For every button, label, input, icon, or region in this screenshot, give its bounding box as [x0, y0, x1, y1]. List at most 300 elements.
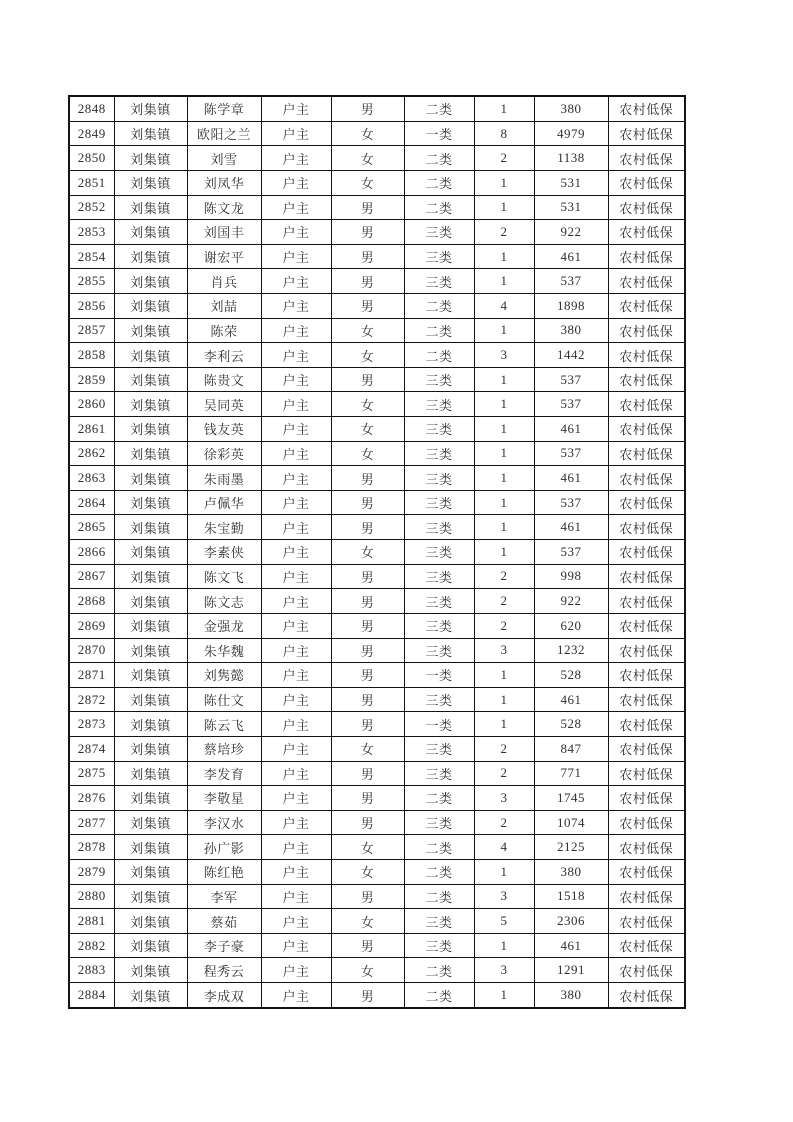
table-cell: 刘集镇 — [114, 490, 187, 515]
table-cell: 1138 — [534, 146, 608, 171]
table-cell: 二类 — [404, 786, 474, 811]
table-cell: 程秀云 — [187, 958, 261, 983]
table-row — [69, 835, 685, 860]
table-cell: 531 — [534, 170, 608, 195]
table-cell: 男 — [331, 293, 404, 318]
table-cell: 女 — [331, 146, 404, 171]
table-cell: 2 — [474, 146, 534, 171]
table-cell: 三类 — [404, 244, 474, 269]
table-cell: 刘集镇 — [114, 220, 187, 245]
table-cell: 2871 — [69, 663, 114, 688]
table-row — [69, 736, 685, 761]
table-cell: 三类 — [404, 613, 474, 638]
table-cell: 刘集镇 — [114, 195, 187, 220]
table-cell: 户主 — [261, 367, 331, 392]
table-cell: 农村低保 — [608, 515, 685, 540]
table-cell: 户主 — [261, 96, 331, 121]
table-cell: 农村低保 — [608, 933, 685, 958]
table-cell: 刘集镇 — [114, 269, 187, 294]
table-cell: 陈云飞 — [187, 712, 261, 737]
table-cell: 刘集镇 — [114, 564, 187, 589]
table-cell: 2854 — [69, 244, 114, 269]
table-cell: 1291 — [534, 958, 608, 983]
table-cell: 男 — [331, 96, 404, 121]
table-cell: 1 — [474, 663, 534, 688]
table-cell: 三类 — [404, 933, 474, 958]
table-cell: 461 — [534, 466, 608, 491]
table-cell: 男 — [331, 269, 404, 294]
table-cell: 农村低保 — [608, 884, 685, 909]
table-cell: 陈仕文 — [187, 687, 261, 712]
table-cell: 李军 — [187, 884, 261, 909]
table-row — [69, 490, 685, 515]
table-cell: 男 — [331, 638, 404, 663]
table-cell: 1 — [474, 490, 534, 515]
table-row — [69, 392, 685, 417]
table-cell: 钱友英 — [187, 417, 261, 442]
table-cell: 一类 — [404, 712, 474, 737]
table-cell: 二类 — [404, 170, 474, 195]
table-cell: 2850 — [69, 146, 114, 171]
table-cell: 刘集镇 — [114, 687, 187, 712]
table-cell: 农村低保 — [608, 712, 685, 737]
table-cell: 户主 — [261, 860, 331, 885]
table-cell: 2866 — [69, 540, 114, 565]
table-cell: 农村低保 — [608, 96, 685, 121]
table-cell: 谢宏平 — [187, 244, 261, 269]
table-cell: 2852 — [69, 195, 114, 220]
table-cell: 537 — [534, 441, 608, 466]
table-row — [69, 564, 685, 589]
table-cell: 二类 — [404, 146, 474, 171]
table-cell: 农村低保 — [608, 293, 685, 318]
table-cell: 5 — [474, 909, 534, 934]
table-cell: 女 — [331, 958, 404, 983]
table-cell: 1 — [474, 392, 534, 417]
table-cell: 刘喆 — [187, 293, 261, 318]
table-cell: 刘集镇 — [114, 293, 187, 318]
table-cell: 461 — [534, 687, 608, 712]
table-row — [69, 441, 685, 466]
table-cell: 男 — [331, 466, 404, 491]
table-cell: 女 — [331, 441, 404, 466]
table-cell: 二类 — [404, 293, 474, 318]
table-cell: 刘隽懿 — [187, 663, 261, 688]
table-cell: 刘集镇 — [114, 860, 187, 885]
table-cell: 2853 — [69, 220, 114, 245]
table-cell: 三类 — [404, 220, 474, 245]
table-cell: 3 — [474, 786, 534, 811]
table-cell: 2877 — [69, 810, 114, 835]
table-cell: 户主 — [261, 613, 331, 638]
table-cell: 1 — [474, 515, 534, 540]
table-cell: 女 — [331, 736, 404, 761]
table-cell: 卢佩华 — [187, 490, 261, 515]
table-cell: 2 — [474, 613, 534, 638]
table-cell: 2857 — [69, 318, 114, 343]
table-cell: 1898 — [534, 293, 608, 318]
table-cell: 户主 — [261, 540, 331, 565]
table-cell: 户主 — [261, 589, 331, 614]
table-row — [69, 860, 685, 885]
table-cell: 户主 — [261, 958, 331, 983]
table-cell: 陈文龙 — [187, 195, 261, 220]
table-cell: 1232 — [534, 638, 608, 663]
table-cell: 三类 — [404, 490, 474, 515]
table-cell: 户主 — [261, 515, 331, 540]
table-row — [69, 293, 685, 318]
table-cell: 2864 — [69, 490, 114, 515]
table-cell: 1 — [474, 860, 534, 885]
table-cell: 李敬星 — [187, 786, 261, 811]
table-cell: 女 — [331, 417, 404, 442]
table-cell: 620 — [534, 613, 608, 638]
table-cell: 1 — [474, 417, 534, 442]
table-cell: 2862 — [69, 441, 114, 466]
table-cell: 刘集镇 — [114, 244, 187, 269]
table-cell: 二类 — [404, 318, 474, 343]
table-cell: 537 — [534, 367, 608, 392]
table-cell: 2873 — [69, 712, 114, 737]
table-cell: 农村低保 — [608, 195, 685, 220]
table-cell: 朱雨墨 — [187, 466, 261, 491]
table-cell: 户主 — [261, 761, 331, 786]
table-cell: 2882 — [69, 933, 114, 958]
table-cell: 2 — [474, 589, 534, 614]
table-cell: 户主 — [261, 786, 331, 811]
table-cell: 380 — [534, 318, 608, 343]
table-cell: 2884 — [69, 983, 114, 1008]
table-cell: 2861 — [69, 417, 114, 442]
table-cell: 孙广影 — [187, 835, 261, 860]
table-cell: 陈贵文 — [187, 367, 261, 392]
table-cell: 李素侠 — [187, 540, 261, 565]
table-cell: 男 — [331, 786, 404, 811]
table-cell: 三类 — [404, 441, 474, 466]
table-row — [69, 343, 685, 368]
table-cell: 户主 — [261, 983, 331, 1008]
table-cell: 女 — [331, 909, 404, 934]
table-row — [69, 540, 685, 565]
table-cell: 女 — [331, 835, 404, 860]
table-cell: 户主 — [261, 170, 331, 195]
table-cell: 三类 — [404, 736, 474, 761]
table-row — [69, 515, 685, 540]
table-row — [69, 810, 685, 835]
table-cell: 男 — [331, 564, 404, 589]
table-cell: 771 — [534, 761, 608, 786]
table-cell: 3 — [474, 884, 534, 909]
table-cell: 2881 — [69, 909, 114, 934]
table-cell: 一类 — [404, 121, 474, 146]
table-cell: 户主 — [261, 466, 331, 491]
table-cell: 1 — [474, 170, 534, 195]
table-cell: 刘集镇 — [114, 884, 187, 909]
table-cell: 461 — [534, 417, 608, 442]
table-cell: 农村低保 — [608, 367, 685, 392]
table-cell: 女 — [331, 121, 404, 146]
table-cell: 三类 — [404, 269, 474, 294]
table-cell: 刘集镇 — [114, 441, 187, 466]
table-cell: 女 — [331, 392, 404, 417]
table-cell: 户主 — [261, 909, 331, 934]
table-cell: 男 — [331, 810, 404, 835]
table-cell: 农村低保 — [608, 613, 685, 638]
table-cell: 二类 — [404, 983, 474, 1008]
table-cell: 农村低保 — [608, 761, 685, 786]
table-cell: 2 — [474, 736, 534, 761]
table-cell: 刘集镇 — [114, 810, 187, 835]
table-cell: 847 — [534, 736, 608, 761]
table-cell: 2880 — [69, 884, 114, 909]
table-cell: 三类 — [404, 810, 474, 835]
table-cell: 男 — [331, 761, 404, 786]
table-cell: 刘集镇 — [114, 540, 187, 565]
table-cell: 农村低保 — [608, 663, 685, 688]
table-cell: 537 — [534, 392, 608, 417]
table-cell: 农村低保 — [608, 417, 685, 442]
table-row — [69, 613, 685, 638]
welfare-table — [68, 95, 686, 1009]
table-cell: 1 — [474, 195, 534, 220]
table-cell: 陈红艳 — [187, 860, 261, 885]
table-cell: 男 — [331, 220, 404, 245]
table-cell: 男 — [331, 589, 404, 614]
table-cell: 吴同英 — [187, 392, 261, 417]
table-cell: 农村低保 — [608, 220, 685, 245]
table-cell: 朱华魏 — [187, 638, 261, 663]
table-cell: 陈文志 — [187, 589, 261, 614]
table-cell: 4 — [474, 293, 534, 318]
table-row — [69, 958, 685, 983]
table-cell: 922 — [534, 589, 608, 614]
table-cell: 三类 — [404, 687, 474, 712]
table-cell: 2868 — [69, 589, 114, 614]
table-cell: 一类 — [404, 663, 474, 688]
table-cell: 农村低保 — [608, 343, 685, 368]
table-cell: 户主 — [261, 564, 331, 589]
table-cell: 8 — [474, 121, 534, 146]
table-cell: 380 — [534, 96, 608, 121]
table-cell: 李利云 — [187, 343, 261, 368]
table-cell: 三类 — [404, 367, 474, 392]
table-cell: 户主 — [261, 933, 331, 958]
table-cell: 二类 — [404, 835, 474, 860]
table-cell: 三类 — [404, 515, 474, 540]
table-row — [69, 761, 685, 786]
table-row — [69, 712, 685, 737]
table-cell: 男 — [331, 712, 404, 737]
table-cell: 二类 — [404, 860, 474, 885]
table-row — [69, 220, 685, 245]
table-row — [69, 318, 685, 343]
table-cell: 528 — [534, 663, 608, 688]
table-cell: 农村低保 — [608, 909, 685, 934]
table-cell: 男 — [331, 884, 404, 909]
table-cell: 农村低保 — [608, 392, 685, 417]
table-cell: 户主 — [261, 318, 331, 343]
table-cell: 农村低保 — [608, 687, 685, 712]
table-cell: 农村低保 — [608, 638, 685, 663]
table-cell: 2870 — [69, 638, 114, 663]
table-cell: 刘集镇 — [114, 146, 187, 171]
table-cell: 刘集镇 — [114, 343, 187, 368]
table-cell: 1745 — [534, 786, 608, 811]
table-cell: 2849 — [69, 121, 114, 146]
table-cell: 2879 — [69, 860, 114, 885]
table-cell: 刘集镇 — [114, 663, 187, 688]
table-cell: 1 — [474, 318, 534, 343]
table-cell: 3 — [474, 638, 534, 663]
table-cell: 1 — [474, 933, 534, 958]
table-cell: 刘国丰 — [187, 220, 261, 245]
table-row — [69, 663, 685, 688]
table-cell: 户主 — [261, 269, 331, 294]
table-cell: 二类 — [404, 343, 474, 368]
table-cell: 农村低保 — [608, 441, 685, 466]
table-cell: 刘集镇 — [114, 318, 187, 343]
table-cell: 1 — [474, 466, 534, 491]
table-cell: 刘集镇 — [114, 761, 187, 786]
table-cell: 农村低保 — [608, 736, 685, 761]
table-cell: 刘雪 — [187, 146, 261, 171]
table-cell: 刘集镇 — [114, 515, 187, 540]
table-cell: 三类 — [404, 540, 474, 565]
table-cell: 刘集镇 — [114, 96, 187, 121]
table-cell: 李发育 — [187, 761, 261, 786]
table-cell: 三类 — [404, 466, 474, 491]
table-row — [69, 786, 685, 811]
table-cell: 1518 — [534, 884, 608, 909]
table-cell: 陈荣 — [187, 318, 261, 343]
table-cell: 2 — [474, 220, 534, 245]
table-cell: 1442 — [534, 343, 608, 368]
table-cell: 女 — [331, 540, 404, 565]
table-row — [69, 146, 685, 171]
table-cell: 农村低保 — [608, 244, 685, 269]
table-cell: 户主 — [261, 293, 331, 318]
table-cell: 2872 — [69, 687, 114, 712]
table-cell: 1 — [474, 96, 534, 121]
table-cell: 2 — [474, 564, 534, 589]
table-cell: 刘集镇 — [114, 392, 187, 417]
table-cell: 380 — [534, 983, 608, 1008]
table-cell: 男 — [331, 490, 404, 515]
table-cell: 户主 — [261, 490, 331, 515]
table-cell: 户主 — [261, 663, 331, 688]
table-cell: 3 — [474, 958, 534, 983]
table-cell: 李汉水 — [187, 810, 261, 835]
table-cell: 农村低保 — [608, 146, 685, 171]
table-cell: 农村低保 — [608, 540, 685, 565]
table-cell: 1 — [474, 983, 534, 1008]
table-row — [69, 466, 685, 491]
table-cell: 徐彩英 — [187, 441, 261, 466]
table-cell: 刘集镇 — [114, 613, 187, 638]
table-cell: 农村低保 — [608, 490, 685, 515]
table-row — [69, 121, 685, 146]
table-cell: 528 — [534, 712, 608, 737]
table-row — [69, 244, 685, 269]
table-cell: 李成双 — [187, 983, 261, 1008]
table-cell: 陈学章 — [187, 96, 261, 121]
table-cell: 461 — [534, 515, 608, 540]
table-cell: 二类 — [404, 96, 474, 121]
table-cell: 2878 — [69, 835, 114, 860]
table-cell: 男 — [331, 933, 404, 958]
table-row — [69, 983, 685, 1008]
table-cell: 农村低保 — [608, 835, 685, 860]
table-cell: 1 — [474, 244, 534, 269]
table-row — [69, 687, 685, 712]
table-cell: 农村低保 — [608, 958, 685, 983]
table-cell: 二类 — [404, 195, 474, 220]
table-cell: 男 — [331, 244, 404, 269]
table-cell: 461 — [534, 244, 608, 269]
table-cell: 刘集镇 — [114, 466, 187, 491]
table-cell: 380 — [534, 860, 608, 885]
table-cell: 农村低保 — [608, 810, 685, 835]
table-cell: 农村低保 — [608, 564, 685, 589]
table-cell: 户主 — [261, 441, 331, 466]
table-cell: 1 — [474, 687, 534, 712]
table-cell: 1 — [474, 441, 534, 466]
table-cell: 1 — [474, 269, 534, 294]
table-cell: 4 — [474, 835, 534, 860]
table-cell: 刘集镇 — [114, 983, 187, 1008]
table-cell: 户主 — [261, 220, 331, 245]
table-cell: 三类 — [404, 417, 474, 442]
table-cell: 男 — [331, 515, 404, 540]
table-cell: 537 — [534, 540, 608, 565]
table-cell: 户主 — [261, 417, 331, 442]
table-cell: 2 — [474, 810, 534, 835]
table-cell: 三类 — [404, 909, 474, 934]
table-cell: 二类 — [404, 958, 474, 983]
table-cell: 欧阳之兰 — [187, 121, 261, 146]
table-cell: 1 — [474, 540, 534, 565]
table-cell: 女 — [331, 860, 404, 885]
table-cell: 农村低保 — [608, 466, 685, 491]
table-cell: 刘集镇 — [114, 638, 187, 663]
table-cell: 刘集镇 — [114, 367, 187, 392]
table-cell: 2883 — [69, 958, 114, 983]
table-cell: 2876 — [69, 786, 114, 811]
table-cell: 户主 — [261, 146, 331, 171]
table-row — [69, 269, 685, 294]
table-cell: 农村低保 — [608, 170, 685, 195]
table-cell: 三类 — [404, 761, 474, 786]
table-cell: 农村低保 — [608, 983, 685, 1008]
table-cell: 刘集镇 — [114, 736, 187, 761]
table-cell: 蔡培珍 — [187, 736, 261, 761]
table-row — [69, 638, 685, 663]
table-cell: 户主 — [261, 343, 331, 368]
table-cell: 刘集镇 — [114, 786, 187, 811]
table-cell: 朱宝勤 — [187, 515, 261, 540]
table-cell: 女 — [331, 170, 404, 195]
table-cell: 女 — [331, 318, 404, 343]
table-cell: 农村低保 — [608, 269, 685, 294]
table-cell: 三类 — [404, 392, 474, 417]
table-cell: 2860 — [69, 392, 114, 417]
table-row — [69, 909, 685, 934]
table-cell: 4979 — [534, 121, 608, 146]
table-cell: 刘集镇 — [114, 958, 187, 983]
table-cell: 刘集镇 — [114, 170, 187, 195]
table-cell: 户主 — [261, 712, 331, 737]
table-cell: 2125 — [534, 835, 608, 860]
